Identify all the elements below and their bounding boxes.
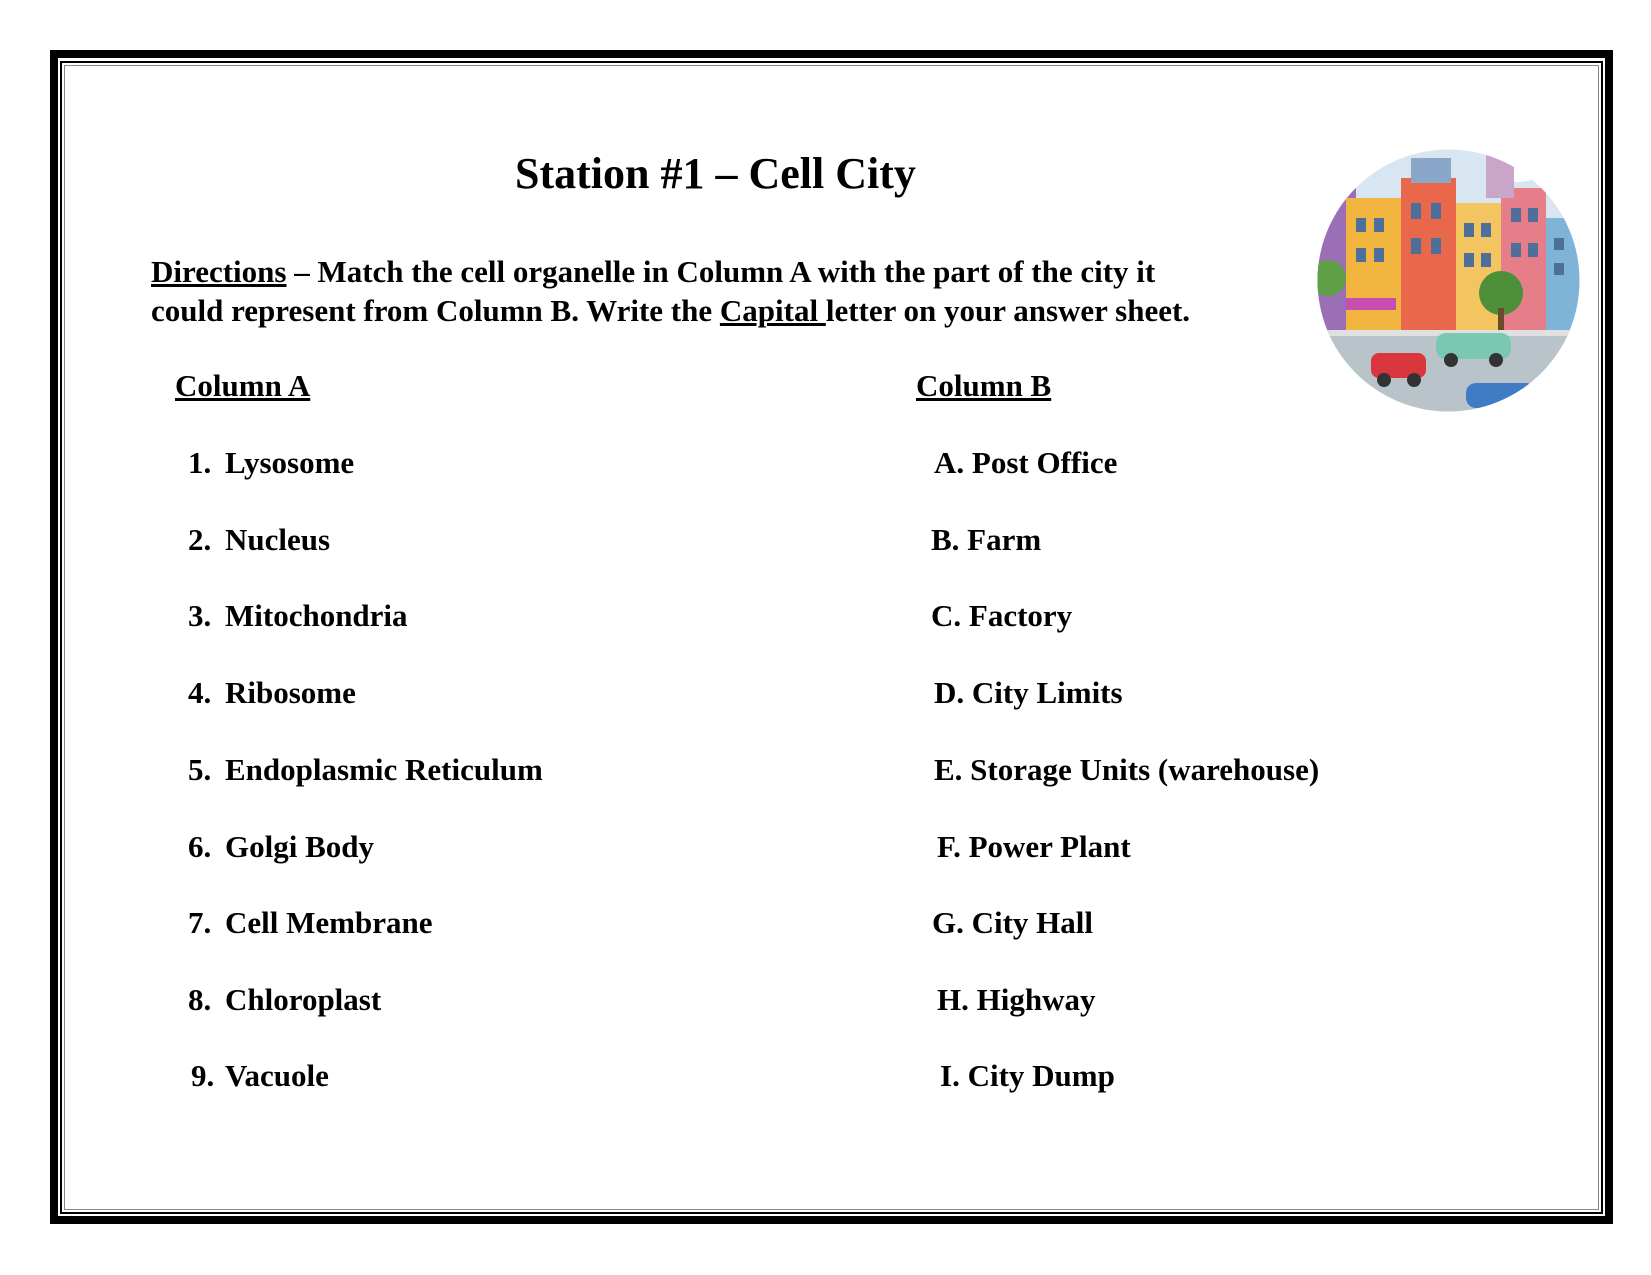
item-number: 8. [188,982,212,1017]
item-number: 1. [188,445,212,480]
column-a-item [188,445,354,481]
item-number: 4. [188,675,212,710]
directions-text-1: – Match the cell organelle in Column A with the part of the city it [286,254,1156,289]
directions-text-3: letter on your answer sheet. [825,293,1191,328]
city-illustration-icon [1316,148,1581,413]
column-b-item: E. Storage Units (warehouse) [934,752,1320,787]
item-number: 5. [188,752,212,787]
organelle-label: Golgi Body [225,829,375,864]
organelle-label: Vacuole [225,1058,329,1093]
organelle-label: Endoplasmic Reticulum [225,752,543,787]
directions-line-1 [151,252,1301,291]
column-a-item [188,675,356,711]
item-number: 2. [188,522,212,557]
column-b-item: H. Highway [937,982,1096,1017]
column-a-item [188,598,408,634]
page-title: Station #1 – Cell City [515,149,916,198]
column-a-heading: Column A [175,368,311,403]
directions-paragraph [151,252,1301,330]
column-b-item: A. Post Office [934,445,1118,480]
column-b-item: C. Factory [931,598,1073,633]
column-a-item [188,522,330,558]
column-a-item [191,1058,329,1094]
directions-label: Directions [151,254,287,289]
organelle-label: Ribosome [225,675,356,710]
organelle-label: Lysosome [225,445,355,480]
column-b-item: D. City Limits [934,675,1123,710]
directions-capital: Capital [719,293,826,328]
item-number: 6. [188,829,212,864]
item-number: 9. [191,1058,215,1093]
column-a-item [188,829,374,865]
organelle-label: Chloroplast [225,982,382,1017]
column-b-item: F. Power Plant [937,829,1131,864]
column-a-item [188,752,543,788]
organelle-label: Cell Membrane [225,905,433,940]
column-a-item [188,905,432,941]
column-b-heading: Column B [916,368,1052,403]
column-b-item: I. City Dump [940,1058,1115,1093]
item-number: 3. [188,598,212,633]
directions-text-2: could represent from Column B. Write the [151,293,720,328]
directions-line-2 [151,291,1301,330]
organelle-label: Nucleus [225,522,331,557]
organelle-label: Mitochondria [225,598,408,633]
column-a-item [188,982,381,1018]
column-b-item: G. City Hall [932,905,1094,940]
column-b-item: B. Farm [931,522,1042,557]
item-number: 7. [188,905,212,940]
